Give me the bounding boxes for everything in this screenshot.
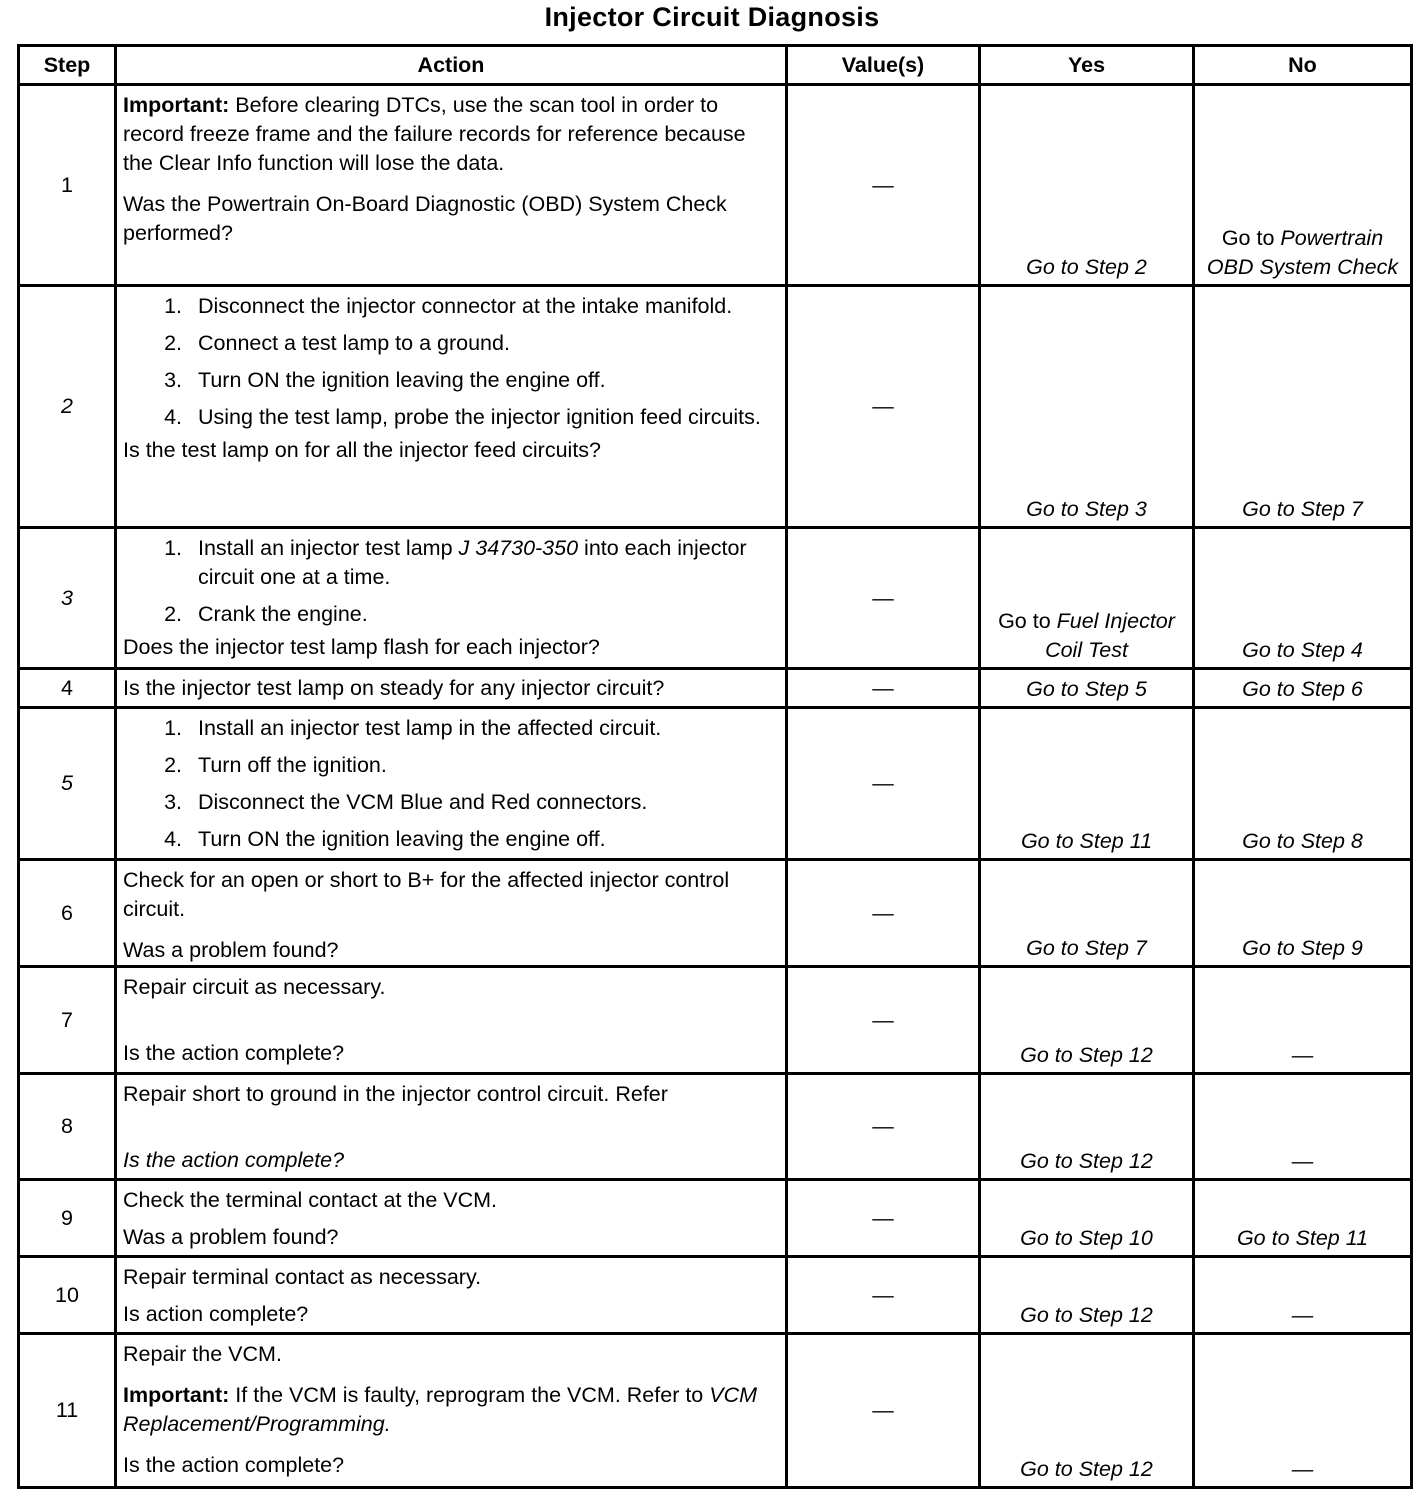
no-cell[interactable]: Go to Step 7 <box>1194 286 1412 528</box>
action-cell <box>116 1334 787 1488</box>
value-cell: — <box>787 85 980 286</box>
value-cell: — <box>787 1180 980 1257</box>
action-question: Is the action complete? <box>123 1041 345 1065</box>
value-cell: — <box>787 669 980 708</box>
important-note <box>123 1381 779 1439</box>
item-text: into each injector circuit one at a time. <box>198 536 747 589</box>
action-question: Is action complete? <box>123 1302 309 1326</box>
action-question: Was a problem found? <box>123 1225 339 1249</box>
table-row-step-6 <box>19 860 1412 967</box>
list-item: 3. Turn ON the ignition leaving the engine off. <box>188 366 779 395</box>
table-header-row <box>19 46 1412 85</box>
yes-cell[interactable] <box>980 528 1194 669</box>
list-item: 1. Install an injector test lamp in the affected circuit. <box>188 714 779 743</box>
yes-cell[interactable]: Go to Step 10 <box>980 1180 1194 1257</box>
value-cell: — <box>787 967 980 1074</box>
no-cell[interactable]: Go to Step 9 <box>1194 860 1412 967</box>
header-values: Value(s) <box>787 46 980 85</box>
no-prefix: Go to <box>1221 226 1281 250</box>
yes-link[interactable]: Fuel Injector Coil Test <box>1045 609 1175 662</box>
step-number: 4 <box>19 669 116 708</box>
important-text: Before clearing DTCs, use the scan tool in order to record freeze frame and the failure records for reference because the Clear Info function will lose the data. <box>123 93 746 175</box>
list-item: 2. Turn off the ignition. <box>188 751 779 780</box>
value-cell: — <box>787 708 980 860</box>
no-cell: — <box>1194 1074 1412 1180</box>
no-link[interactable]: Powertrain OBD System Check <box>1206 226 1399 279</box>
list-item: 3. Disconnect the VCM Blue and Red connectors. <box>188 788 779 817</box>
no-cell: — <box>1194 967 1412 1074</box>
no-cell[interactable]: Go to Step 6 <box>1194 669 1412 708</box>
tool-number: J 34730-350 <box>458 536 579 560</box>
yes-cell[interactable]: Go to Step 2 <box>980 85 1194 286</box>
action-question: Is the injector test lamp on steady for any injector circuit? <box>123 675 665 700</box>
table-row-step-7 <box>19 967 1412 1074</box>
action-text: Repair terminal contact as necessary. <box>123 1265 482 1289</box>
table-row-step-2 <box>19 286 1412 528</box>
step-number: 9 <box>19 1180 116 1257</box>
yes-cell[interactable]: Go to Step 12 <box>980 1257 1194 1334</box>
action-cell <box>116 860 787 967</box>
yes-cell[interactable]: Go to Step 12 <box>980 1074 1194 1180</box>
step-number: 7 <box>19 967 116 1074</box>
diagnosis-table <box>17 44 1413 1489</box>
no-cell: — <box>1194 1257 1412 1334</box>
yes-cell[interactable]: Go to Step 11 <box>980 708 1194 860</box>
action-steps-list <box>123 714 779 854</box>
list-item: 2. Connect a test lamp to a ground. <box>188 329 779 358</box>
value-cell: — <box>787 1334 980 1488</box>
action-cell <box>116 528 787 669</box>
value-cell: — <box>787 286 980 528</box>
action-cell <box>116 1257 787 1334</box>
action-question: Is the test lamp on for all the injector feed circuits? <box>123 438 602 462</box>
table-row-step-1 <box>19 85 1412 286</box>
value-cell: — <box>787 528 980 669</box>
no-cell[interactable] <box>1194 85 1412 286</box>
header-no: No <box>1194 46 1412 85</box>
action-question: Was the Powertrain On-Board Diagnostic (OBD) System Check performed? <box>123 192 727 245</box>
reference-link[interactable]: VCM Replacement/Programming. <box>123 1383 758 1436</box>
action-question: Does the injector test lamp flash for each injector? <box>123 635 600 659</box>
value-cell: — <box>787 1074 980 1180</box>
action-text: Repair circuit as necessary. <box>123 975 386 999</box>
table-row-step-4 <box>19 669 1412 708</box>
no-cell[interactable]: Go to Step 11 <box>1194 1180 1412 1257</box>
step-number: 1 <box>19 85 116 286</box>
action-text: Repair short to ground in the injector control circuit. Refer <box>123 1082 668 1106</box>
step-number: 5 <box>19 708 116 860</box>
important-note <box>123 91 779 178</box>
step-number: 3 <box>19 528 116 669</box>
action-text: Repair the VCM. <box>123 1342 282 1366</box>
yes-prefix: Go to <box>998 609 1057 633</box>
value-cell: — <box>787 860 980 967</box>
list-item: 1. Disconnect the injector connector at the intake manifold. <box>188 292 779 321</box>
step-number: 10 <box>19 1257 116 1334</box>
action-question: Was a problem found? <box>123 938 339 962</box>
action-cell <box>116 286 787 528</box>
no-cell[interactable]: Go to Step 8 <box>1194 708 1412 860</box>
page-title: Injector Circuit Diagnosis <box>544 2 880 32</box>
action-steps-list <box>123 534 779 629</box>
action-cell <box>116 669 787 708</box>
important-label: Important: <box>123 93 230 117</box>
table-row-step-10 <box>19 1257 1412 1334</box>
value-cell: — <box>787 1257 980 1334</box>
table-row-step-8 <box>19 1074 1412 1180</box>
item-text: Install an injector test lamp <box>198 536 459 560</box>
step-number: 2 <box>19 286 116 528</box>
header-action: Action <box>116 46 787 85</box>
list-item: 4. Using the test lamp, probe the injector ignition feed circuits. <box>188 403 779 432</box>
action-text: Check for an open or short to B+ for the affected injector control circuit. <box>123 868 730 921</box>
yes-cell[interactable]: Go to Step 12 <box>980 1334 1194 1488</box>
step-number: 6 <box>19 860 116 967</box>
header-step: Step <box>19 46 116 85</box>
action-question: Is the action complete? <box>123 1453 345 1477</box>
step-number: 8 <box>19 1074 116 1180</box>
no-cell[interactable]: Go to Step 4 <box>1194 528 1412 669</box>
action-cell <box>116 708 787 860</box>
list-item: 2. Crank the engine. <box>188 600 779 629</box>
action-cell <box>116 1180 787 1257</box>
yes-cell[interactable]: Go to Step 7 <box>980 860 1194 967</box>
action-steps-list <box>123 292 779 432</box>
yes-cell[interactable]: Go to Step 5 <box>980 669 1194 708</box>
action-question: Is the action complete? <box>123 1148 345 1172</box>
yes-cell[interactable]: Go to Step 12 <box>980 967 1194 1074</box>
list-item <box>188 534 779 592</box>
step-number: 11 <box>19 1334 116 1488</box>
action-cell <box>116 967 787 1074</box>
important-label: Important: <box>123 1383 230 1407</box>
table-row-step-11 <box>19 1334 1412 1488</box>
action-cell <box>116 1074 787 1180</box>
header-yes: Yes <box>980 46 1194 85</box>
yes-cell[interactable]: Go to Step 3 <box>980 286 1194 528</box>
action-text: Check the terminal contact at the VCM. <box>123 1188 498 1212</box>
action-cell <box>116 85 787 286</box>
list-item: 4. Turn ON the ignition leaving the engine off. <box>188 825 779 854</box>
no-cell: — <box>1194 1334 1412 1488</box>
table-row-step-5 <box>19 708 1412 860</box>
important-text: If the VCM is faulty, reprogram the VCM. Refer to <box>229 1383 710 1407</box>
table-row-step-3 <box>19 528 1412 669</box>
table-row-step-9 <box>19 1180 1412 1257</box>
